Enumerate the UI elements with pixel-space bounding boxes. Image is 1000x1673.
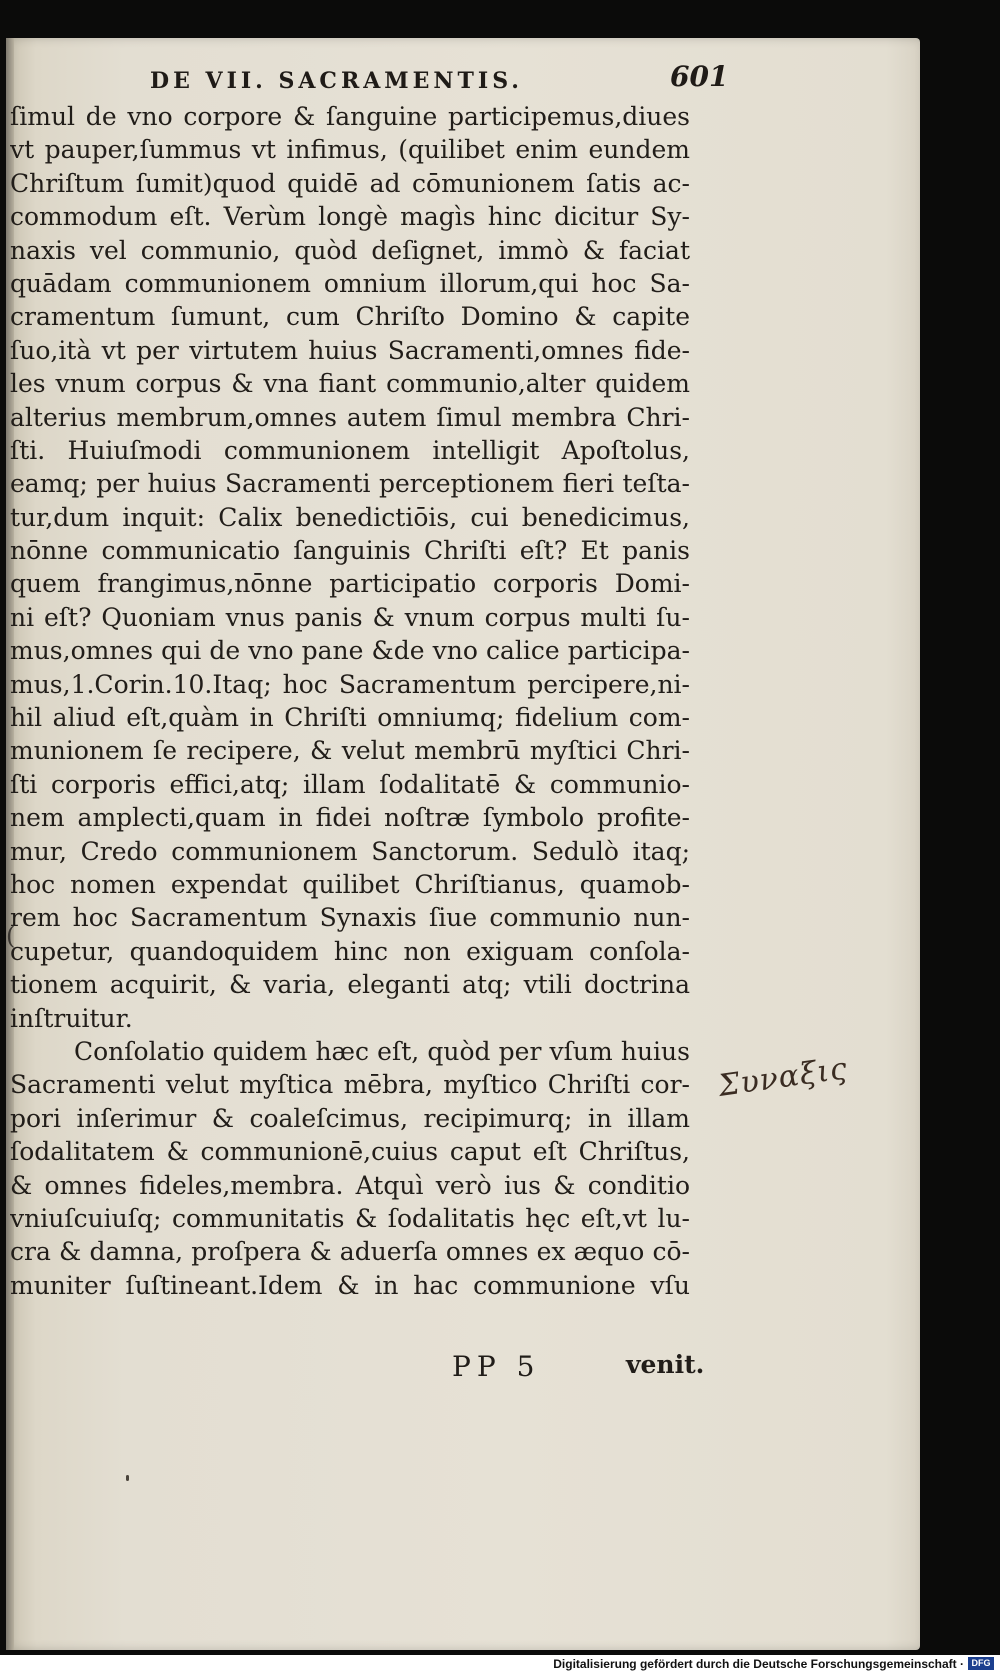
text-line: cupetur, quandoquidem hinc non exiguam conſola- xyxy=(10,936,690,966)
text-line: ſodalitatem & communionē,cuius caput eſt Chriſtus, xyxy=(10,1137,690,1167)
catchword: venit. xyxy=(626,1350,705,1379)
running-head: DE VII. SACRAMENTIS. xyxy=(150,68,523,94)
text-line: cra & damna, proſpera & aduerſa omnes ex æquo cō- xyxy=(10,1237,690,1267)
text-line: ſti corporis effici,atq; illam ſodalitatē & communio- xyxy=(10,769,690,799)
text-line: mus,omnes qui de vno pane &de vno calice participa- xyxy=(10,636,690,666)
text-line: ſti. Huiuſmodi communionem intelligit Apoſtolus, xyxy=(10,435,690,465)
text-line: commodum eſt. Verùm longè magìs hinc dicitur Sy- xyxy=(10,202,690,232)
text-line: mus,1.Corin.10.Itaq; hoc Sacramentum percipere,ni- xyxy=(10,669,690,699)
paper-speck xyxy=(126,1475,129,1481)
text-line: alterius membrum,omnes autem ſimul membra Chri- xyxy=(10,402,690,432)
page-number: 601 xyxy=(670,60,729,93)
text-line: les vnum corpus & vna fiant communio,alter quidem xyxy=(10,369,690,399)
signature-mark: PP 5 xyxy=(452,1350,541,1383)
digitization-footer xyxy=(0,1655,1000,1673)
text-line: muniter ſuſtineant.Idem & in hac communione vſu xyxy=(10,1270,690,1300)
text-line: eamq; per huius Sacramenti perceptionem fieri teſta- xyxy=(10,469,690,499)
handwritten-marginal-note: Συναξις xyxy=(716,1051,850,1104)
text-line: nem amplecti,quam in fidei noſtræ ſymbolo profite- xyxy=(10,803,690,833)
text-line: & omnes fideles,membra. Atquì verò ius & conditio xyxy=(10,1170,690,1200)
text-line: mur, Credo communionem Sanctorum. Sedulò itaq; xyxy=(10,836,690,866)
text-line: inſtruitur. xyxy=(10,1003,133,1033)
text-line: Chriſtum ſumit)quod quidē ad cōmunionem ſatis ac- xyxy=(10,168,690,198)
text-line: hoc nomen expendat quilibet Chriſtianus, quamob- xyxy=(10,869,690,899)
text-line: tur,dum inquit: Calix benedictiōis, cui benedicimus, xyxy=(10,502,690,532)
text-line: quem frangimus,nōnne participatio corporis Domi- xyxy=(10,569,690,599)
text-line: nōnne communicatio ſanguinis Chriſti eſt? Et panis xyxy=(10,536,690,566)
body-text xyxy=(10,100,690,1302)
dfg-logo-icon: DFG xyxy=(968,1657,994,1670)
text-line: ſimul de vno corpore & ſanguine participemus,diues xyxy=(10,102,690,131)
text-line: munionem ſe recipere, & velut membrū myſtici Chri- xyxy=(10,736,690,766)
text-line: pori inſerimur & coaleſcimus, recipimurq; in illam xyxy=(10,1103,690,1133)
text-line: ſuo,ità vt per virtutem huius Sacramenti,omnes fide- xyxy=(10,335,690,365)
text-line: vniuſcuiuſq; communitatis & ſodalitatis hęc eſt,vt lu- xyxy=(10,1203,690,1233)
text-line: naxis vel communio, quòd deſignet, immò & faciat xyxy=(10,235,690,265)
text-line: vt pauper,ſummus vt infimus, (quilibet enim eundem xyxy=(10,135,690,165)
text-line: ni eſt? Quoniam vnus panis & vnum corpus multi ſu- xyxy=(10,602,690,632)
digitization-credit: Digitalisierung gefördert durch die Deutsche Forschungsgemeinschaft · xyxy=(553,1657,964,1671)
text-line: tionem acquirit, & varia, eleganti atq; vtili doctrina xyxy=(10,970,690,1000)
margin-bracket-mark: ( xyxy=(6,922,16,950)
text-line: rem hoc Sacramentum Synaxis ſiue communio nun- xyxy=(10,903,690,933)
text-line: Conſolatio quidem hæc eſt, quòd per vſum huius xyxy=(74,1036,690,1066)
text-line: hil aliud eſt,quàm in Chriſti omniumq; fidelium com- xyxy=(10,703,690,733)
text-line: quādam communionem omnium illorum,qui hoc Sa- xyxy=(10,268,690,298)
text-line: cramentum ſumunt, cum Chriſto Domino & capite xyxy=(10,302,690,332)
text-line: Sacramenti velut myſtica mēbra, myſtico Chriſti cor- xyxy=(10,1070,690,1100)
